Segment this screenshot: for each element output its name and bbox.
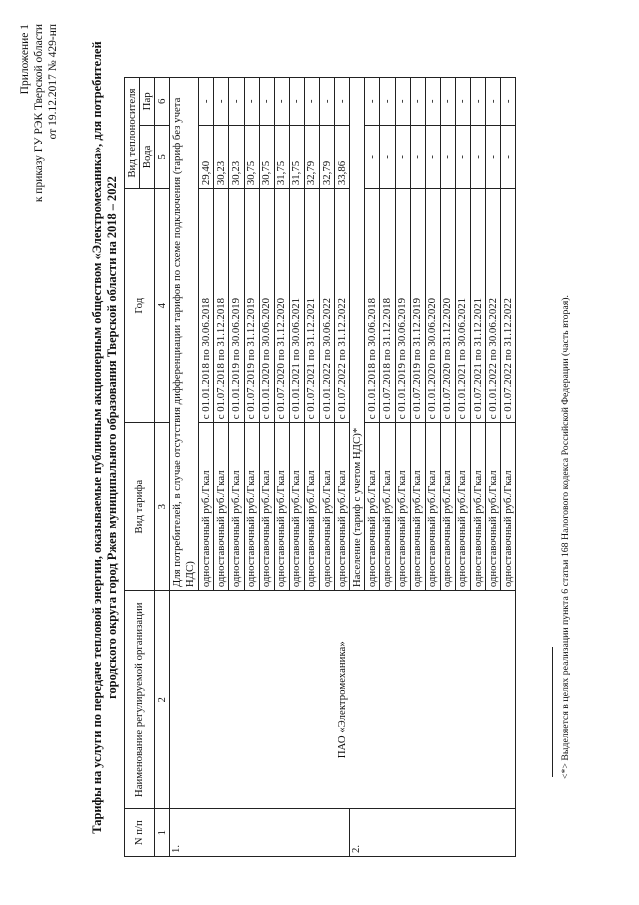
appendix-header <box>18 24 60 202</box>
steam-cell: - <box>470 78 485 126</box>
steam-cell: - <box>259 78 274 126</box>
period-cell: с 01.07.2018 по 31.12.2018 <box>380 189 395 423</box>
tariff-type-cell: одноставочный руб./Гкал <box>425 423 440 591</box>
water-cell: - <box>501 125 516 188</box>
period-cell: с 01.07.2021 по 31.12.2021 <box>470 189 485 423</box>
steam-cell: - <box>410 78 425 126</box>
water-cell: - <box>380 125 395 188</box>
water-cell: - <box>455 125 470 188</box>
water-cell: 33,86 <box>335 125 350 188</box>
water-cell: 30,23 <box>229 125 244 188</box>
water-cell: - <box>486 125 501 188</box>
period-cell: с 01.07.2020 по 31.12.2020 <box>440 189 455 423</box>
period-cell: с 01.07.2019 по 31.12.2019 <box>410 189 425 423</box>
tariff-type-cell: одноставочный руб./Гкал <box>440 423 455 591</box>
water-cell: - <box>425 125 440 188</box>
tariff-type-cell: одноставочный руб./Гкал <box>274 423 289 591</box>
steam-cell: - <box>455 78 470 126</box>
water-cell: - <box>395 125 410 188</box>
appendix-line-3: от 19.12.2017 № 429-нп <box>47 24 59 140</box>
appendix-line-1: Приложение 1 <box>19 24 31 95</box>
column-number-row <box>155 78 170 857</box>
title-line-1: Тарифы на услуги по передаче тепловой энергии, оказываемые публичным акционерным обществом «Электромеханика», для потребителей <box>90 41 104 834</box>
steam-cell: - <box>244 78 259 126</box>
tariff-type-cell: одноставочный руб./Гкал <box>486 423 501 591</box>
header-year: Год <box>125 189 155 423</box>
header-num: N п/п <box>125 809 155 857</box>
steam-cell: - <box>274 78 289 126</box>
period-cell: с 01.01.2020 по 30.06.2020 <box>425 189 440 423</box>
section-caption: Население (тариф с учетом НДС)* <box>350 78 365 591</box>
tariff-type-cell: одноставочный руб./Гкал <box>470 423 485 591</box>
period-cell: с 01.01.2018 по 30.06.2018 <box>365 189 380 423</box>
period-cell: с 01.01.2019 по 30.06.2019 <box>395 189 410 423</box>
tariff-type-cell: одноставочный руб./Гкал <box>304 423 319 591</box>
tariff-type-cell: одноставочный руб./Гкал <box>455 423 470 591</box>
tariff-table <box>124 77 516 857</box>
col-number: 6 <box>155 78 170 126</box>
water-cell: 31,75 <box>274 125 289 188</box>
col-number: 3 <box>155 423 170 591</box>
tariff-type-cell: одноставочный руб./Гкал <box>244 423 259 591</box>
organization-name: ПАО «Электромеханика» <box>170 591 516 809</box>
water-cell: 32,79 <box>320 125 335 188</box>
steam-cell: - <box>365 78 380 126</box>
footnote-divider <box>552 647 553 777</box>
steam-cell: - <box>214 78 229 126</box>
steam-cell: - <box>501 78 516 126</box>
header-tariff-type: Вид тарифа <box>125 423 155 591</box>
period-cell: с 01.07.2018 по 31.12.2018 <box>214 189 229 423</box>
tariff-type-cell: одноставочный руб./Гкал <box>365 423 380 591</box>
water-cell: 31,75 <box>289 125 304 188</box>
steam-cell: - <box>425 78 440 126</box>
col-number: 5 <box>155 125 170 188</box>
tariff-type-cell: одноставочный руб./Гкал <box>380 423 395 591</box>
steam-cell: - <box>304 78 319 126</box>
section-caption-row <box>170 78 199 857</box>
header-row <box>125 78 140 857</box>
header-steam: Пар <box>140 78 155 126</box>
water-cell: - <box>440 125 455 188</box>
period-cell: с 01.01.2021 по 30.06.2021 <box>289 189 304 423</box>
period-cell: с 01.07.2020 по 31.12.2020 <box>274 189 289 423</box>
col-number: 4 <box>155 189 170 423</box>
water-cell: 32,79 <box>304 125 319 188</box>
steam-cell: - <box>289 78 304 126</box>
water-cell: 29,40 <box>199 125 214 188</box>
period-cell: с 01.07.2022 по 31.12.2022 <box>335 189 350 423</box>
col-number: 2 <box>155 591 170 809</box>
steam-cell: - <box>486 78 501 126</box>
tariff-type-cell: одноставочный руб./Гкал <box>214 423 229 591</box>
water-cell: 30,23 <box>214 125 229 188</box>
water-cell: - <box>410 125 425 188</box>
section-caption: Для потребителей, в случае отсутствия дифференциации тарифов по схеме подключения (тариф без учета НДС) <box>170 78 199 591</box>
water-cell: - <box>365 125 380 188</box>
section-num: 2. <box>350 809 516 857</box>
tariff-type-cell: одноставочный руб./Гкал <box>335 423 350 591</box>
period-cell: с 01.01.2020 по 30.06.2020 <box>259 189 274 423</box>
period-cell: с 01.07.2019 по 31.12.2019 <box>244 189 259 423</box>
steam-cell: - <box>229 78 244 126</box>
tariff-type-cell: одноставочный руб./Гкал <box>501 423 516 591</box>
document-title <box>90 40 120 835</box>
tariff-type-cell: одноставочный руб./Гкал <box>199 423 214 591</box>
period-cell: с 01.07.2021 по 31.12.2021 <box>304 189 319 423</box>
water-cell: 30,75 <box>259 125 274 188</box>
steam-cell: - <box>335 78 350 126</box>
period-cell: с 01.01.2022 по 30.06.2022 <box>486 189 501 423</box>
steam-cell: - <box>199 78 214 126</box>
period-cell: с 01.01.2022 по 30.06.2022 <box>320 189 335 423</box>
col-number: 1 <box>155 809 170 857</box>
tariff-type-cell: одноставочный руб./Гкал <box>259 423 274 591</box>
title-line-2: городского округа город Ржев муниципального образования Тверской области на 2018 – 2022 <box>105 176 119 699</box>
tariff-type-cell: одноставочный руб./Гкал <box>395 423 410 591</box>
period-cell: с 01.01.2021 по 30.06.2021 <box>455 189 470 423</box>
section-num: 1. <box>170 809 350 857</box>
tariff-type-cell: одноставочный руб./Гкал <box>229 423 244 591</box>
period-cell: с 01.01.2019 по 30.06.2019 <box>229 189 244 423</box>
header-water: Вода <box>140 125 155 188</box>
period-cell: с 01.01.2018 по 30.06.2018 <box>199 189 214 423</box>
period-cell: с 01.07.2022 по 31.12.2022 <box>501 189 516 423</box>
water-cell: 30,75 <box>244 125 259 188</box>
footnote: <*> Выделяется в целях реализации пункта 6 статьи 168 Налогового кодекса Российской Федерации (часть вторая). <box>560 295 571 779</box>
tariff-type-cell: одноставочный руб./Гкал <box>289 423 304 591</box>
steam-cell: - <box>380 78 395 126</box>
steam-cell: - <box>320 78 335 126</box>
tariff-type-cell: одноставочный руб./Гкал <box>410 423 425 591</box>
steam-cell: - <box>440 78 455 126</box>
tariff-type-cell: одноставочный руб./Гкал <box>320 423 335 591</box>
header-org: Наименование регулируемой организации <box>125 591 155 809</box>
steam-cell: - <box>395 78 410 126</box>
appendix-line-2: к приказу ГУ РЭК Тверской области <box>33 24 45 203</box>
water-cell: - <box>470 125 485 188</box>
header-coolant: Вид теплоносителя <box>125 78 140 189</box>
